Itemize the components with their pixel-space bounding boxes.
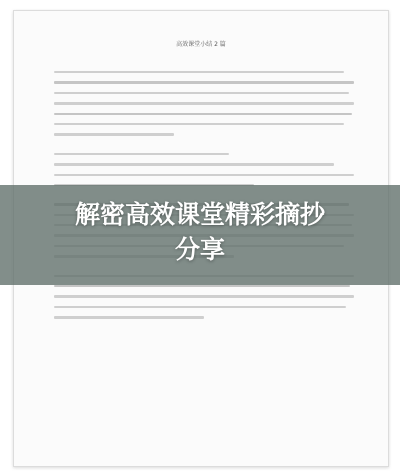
overlay-headline	[0, 197, 400, 267]
overlay-headline-line-1: 解密高效课堂精彩摘抄	[74, 200, 325, 229]
overlay-headline-line-2: 分享	[174, 235, 225, 264]
document-title: 高效课堂小结 2 篇	[176, 41, 226, 48]
